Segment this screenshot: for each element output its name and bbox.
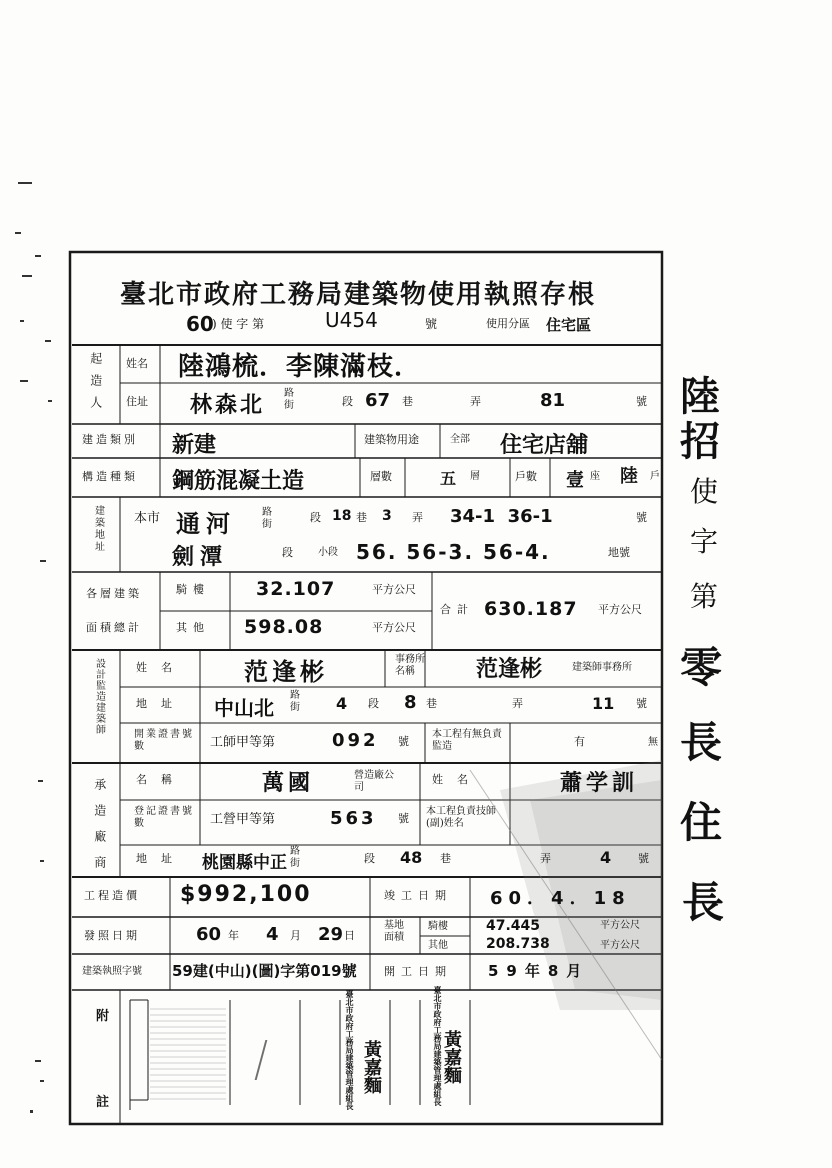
side-text-9: 長 [682,878,725,927]
designer-responsibility-suffix: 無 [648,737,658,748]
site-subsection-label: 小段 [318,547,338,558]
floors-value: 五 [440,469,457,488]
designer-sec-label: 段 [368,697,379,710]
site-land-section-label: 段 [282,546,293,559]
approval-stamp-1: 臺北市政府工務局建築管理處組長 [345,990,355,1110]
applicant-name-label: 姓名 [126,357,148,370]
contractor-address-alley-label: 弄 [540,852,551,865]
contractor-reg-number: 563 [330,808,377,829]
designer-cert-label: 開業證書號數 [134,729,194,752]
site-lane: 18 [332,508,352,524]
contractor-tech-label: 本工程負責技師(副)姓名 [426,806,496,829]
designer-no-value: 11 [592,694,615,713]
total-unit: 平方公尺 [598,603,642,616]
contractor-reg-value: 工營甲等第 [210,812,276,827]
form-title: 臺北市政府工務局建築物使用執照存根 [120,280,597,310]
site-road: 通河 [176,510,236,538]
building-use-label: 建築物用途 [364,433,419,446]
site-address-label: 建築地址 [92,505,104,553]
site-alley-label: 弄 [412,511,423,524]
applicant-road-label: 路街 [284,388,294,411]
contractor-person-label: 姓名 [432,773,482,786]
contractor-person-value: 蕭学訓 [560,771,639,796]
households-unit-1: 座 [590,471,600,482]
site-land-section: 劍潭 [172,545,229,570]
applicant-no-label: 號 [636,395,647,408]
site-lot-numbers: 56. 56-3. 56-4. [356,540,551,564]
arcade-value: 32.107 [256,578,336,600]
side-text-3: 使 [690,475,719,508]
applicant-no-value: 81 [540,390,566,411]
applicant-lane-label: 巷 [402,395,413,408]
license-number: U454 [325,308,378,332]
applicant-sec-label: 段 [342,395,353,408]
households-value-2: 陸 [620,466,638,487]
building-type-label: 建造類別 [82,433,138,446]
applicant-section-label: 起造人 [88,352,103,418]
start-date-value: 59年8月 [488,962,590,980]
approval-stamp-1-name: 黃嘉麵 [361,1040,382,1094]
contractor-reg-label: 登記證書號數 [134,806,194,829]
designer-responsibility-label: 本工程有無負責監造 [432,729,502,752]
designer-address-road: 中山北 [214,696,274,720]
designer-no-label: 號 [636,697,647,710]
number-label: 號 [425,317,438,331]
floors-unit: 層 [470,471,480,482]
issue-month-label: 月 [290,929,301,942]
designer-cert-value: 工師甲等第 [210,735,276,750]
households-value-1: 壹 [566,470,584,491]
total-label: 合計 [440,603,474,616]
applicant-address-road: 林森北 [190,393,266,418]
issue-year-label: 年 [228,929,239,942]
contractor-section-label: 承造廠商 [92,778,107,882]
completion-label: 竣工日期 [384,889,452,902]
contractor-name-value: 萬國 [262,771,315,796]
issue-year: 60 [196,924,222,945]
site-area-building-label: 騎樓 [428,921,448,932]
designer-office-value: 范逢彬 [476,657,543,682]
contractor-address-no-label: 號 [638,852,649,865]
license-prefix-label: ) 使 字 第 [212,317,265,331]
approval-stamp-2-name: 黃嘉麵 [441,1030,462,1084]
contractor-name-suffix: 營造廠公司 [354,770,394,793]
arcade-unit: 平方公尺 [372,583,416,596]
areas-label-1: 各層建築 [86,587,142,600]
cost-value: $992,100 [180,882,312,907]
applicant-address-label: 住址 [126,395,148,408]
year-value: 60 [186,312,214,336]
side-text-1: 陸 [680,374,720,420]
designer-alley-label: 弄 [512,697,523,710]
contractor-reg-number-label: 號 [398,812,409,825]
site-area-label: 基地面積 [384,920,404,943]
permit-number-value: 59建(中山)(圖)字第019號 [172,962,357,980]
site-number-label: 號 [636,511,647,524]
remarks-label-1: 附 [96,1009,110,1024]
designer-cert-number: 092 [332,730,379,751]
contractor-address-lane-label: 巷 [440,852,451,865]
side-text-5: 第 [690,580,719,613]
structure-label: 構造種類 [82,470,138,483]
designer-office-suffix: 建築師事務所 [572,662,632,673]
side-text-4: 字 [690,525,719,558]
applicant-name-value: 陸鴻梳．李陳滿枝． [178,352,422,382]
cost-label: 工程造價 [84,889,140,902]
approval-stamp-2: 臺北市政府工務局建築管理處組長 [433,986,443,1106]
contractor-address-label: 地址 [136,852,186,865]
site-area-value-1: 47.445 [486,918,541,934]
total-value: 630.187 [484,598,578,620]
designer-lane-label: 巷 [426,697,437,710]
issue-day-label: 日 [344,929,355,942]
designer-responsibility-value: 有 [574,735,585,748]
site-lane-label: 巷 [356,511,367,524]
other-label: 其他 [176,621,210,634]
contractor-address-road-label: 路街 [290,846,300,869]
start-date-label: 開工日期 [384,965,452,978]
completion-value: 60．4．18 [490,888,631,909]
other-value: 598.08 [244,616,324,638]
zone-value: 住宅區 [546,316,592,334]
side-text-2: 招 [680,419,720,465]
side-text-6: 零 [680,643,723,692]
contractor-address-sec-label: 段 [364,852,375,865]
designer-lane-value: 8 [404,692,417,713]
site-area-value-2: 208.738 [486,936,550,952]
designer-name-value: 范逢彬 [244,658,328,686]
households-label: 戶數 [515,470,537,483]
issue-day: 29 [318,924,344,945]
site-area-unit-2: 平方公尺 [600,940,640,951]
building-use-value: 住宅店舖 [500,433,589,458]
contractor-name-label: 名稱 [136,773,186,786]
applicant-alley-label: 弄 [470,395,481,408]
households-unit-2: 戶 [650,471,660,482]
remarks-label-2: 註 [96,1095,110,1110]
remarks-smudge [150,1005,226,1100]
building-use-floor: 全部 [450,434,470,445]
site-city: 本市 [134,511,161,526]
permit-number-label: 建築執照字號 [82,966,142,977]
site-lot-label: 地號 [608,546,630,559]
site-road-label: 路街 [262,507,272,530]
structure-value: 鋼筋混凝土造 [172,469,305,494]
site-alley: 3 [382,508,392,524]
site-sec-label: 段 [310,511,321,524]
contractor-address-value: 桃園縣中正 [202,853,287,873]
issue-date-label: 發照日期 [84,929,140,942]
contractor-address-no: 4 [600,848,612,867]
building-type-value: 新建 [172,433,217,458]
designer-address-label: 地址 [136,697,186,710]
other-unit: 平方公尺 [372,621,416,634]
side-text-8: 住 [680,798,723,847]
designer-sec-value: 4 [336,694,348,713]
designer-office-label: 事務所名稱 [395,654,425,677]
issue-month: 4 [266,924,279,945]
designer-cert-number-label: 號 [398,735,409,748]
contractor-address-lane: 48 [400,848,423,867]
applicant-lane-value: 67 [365,390,391,411]
site-area-unit-1: 平方公尺 [600,920,640,931]
designer-road-label: 路街 [290,690,300,713]
site-area-other-label: 其他 [428,940,448,951]
floors-label: 層數 [370,470,392,483]
zone-label: 使用分區 [486,317,530,330]
arcade-label: 騎樓 [176,583,210,596]
designer-name-label: 姓名 [136,661,186,674]
side-text-7: 長 [680,718,723,767]
designer-section-label: 設計監造建築師 [93,658,105,735]
areas-label-2: 面積總計 [86,621,142,634]
site-numbers: 34-1 36-1 [450,506,553,527]
